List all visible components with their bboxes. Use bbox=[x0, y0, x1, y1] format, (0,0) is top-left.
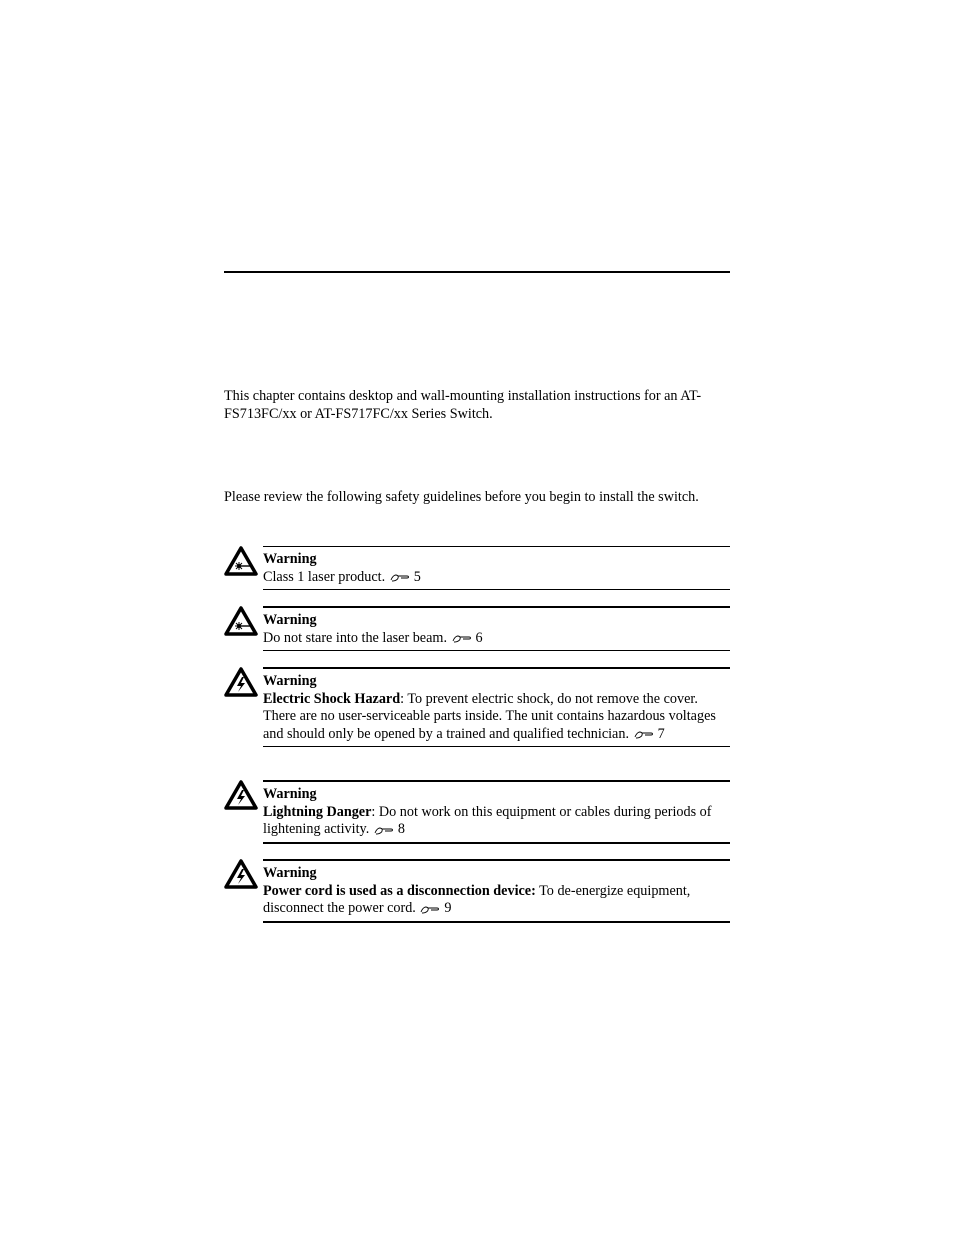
intro-paragraph: This chapter contains desktop and wall-mounting installation instructions for an AT-FS713FC/xx or AT-FS717FC/xx Series Switch. bbox=[224, 388, 702, 422]
warning-box bbox=[263, 606, 730, 651]
warning-text: Class 1 laser product. bbox=[263, 568, 386, 585]
translation-ref: 9 bbox=[444, 900, 452, 916]
warning-text: To de-energize equipment, disconnect the power cord. bbox=[263, 882, 691, 916]
translation-ref: 5 bbox=[413, 568, 421, 585]
pointing-hand-icon bbox=[374, 825, 394, 835]
electric-warning-icon bbox=[224, 667, 258, 697]
pointing-hand-icon bbox=[452, 633, 472, 643]
warning-title: Warning bbox=[263, 673, 317, 689]
safety-paragraph: Please review the following safety guidelines before you begin to install the switch. bbox=[224, 489, 699, 505]
electric-warning-icon bbox=[224, 859, 258, 889]
warning-text: Do not stare into the laser beam. bbox=[263, 629, 447, 646]
pointing-hand-icon bbox=[420, 904, 440, 914]
warning-title: Warning bbox=[263, 551, 317, 567]
warning-box bbox=[263, 667, 730, 747]
warning-text: : Do not work on this equipment or cables during periods of lightening activity. bbox=[263, 803, 712, 837]
hazard-label: Power cord is used as a disconnection device: bbox=[263, 882, 536, 899]
pointing-hand-icon bbox=[390, 572, 410, 582]
warning-box bbox=[263, 546, 730, 590]
warning-box bbox=[263, 780, 730, 844]
warning-title: Warning bbox=[263, 786, 317, 802]
electric-warning-icon bbox=[224, 780, 258, 810]
translation-ref: 7 bbox=[657, 725, 665, 742]
laser-warning-icon bbox=[224, 606, 258, 636]
warning-text: : To prevent electric shock, do not remove the cover. There are no user-serviceable parts inside. The unit contains hazardous voltages and should only be opened by a trained and qualified technician. bbox=[263, 690, 716, 742]
laser-warning-icon bbox=[224, 546, 258, 576]
pointing-hand-icon bbox=[634, 729, 654, 739]
chapter-rule bbox=[224, 271, 730, 273]
hazard-label: Electric Shock Hazard bbox=[263, 690, 401, 707]
hazard-label: Lightning Danger bbox=[263, 803, 372, 820]
warning-title: Warning bbox=[263, 865, 317, 881]
warning-title: Warning bbox=[263, 612, 317, 628]
translation-ref: 6 bbox=[475, 629, 483, 646]
translation-ref: 8 bbox=[397, 821, 405, 837]
warning-box bbox=[263, 859, 730, 923]
